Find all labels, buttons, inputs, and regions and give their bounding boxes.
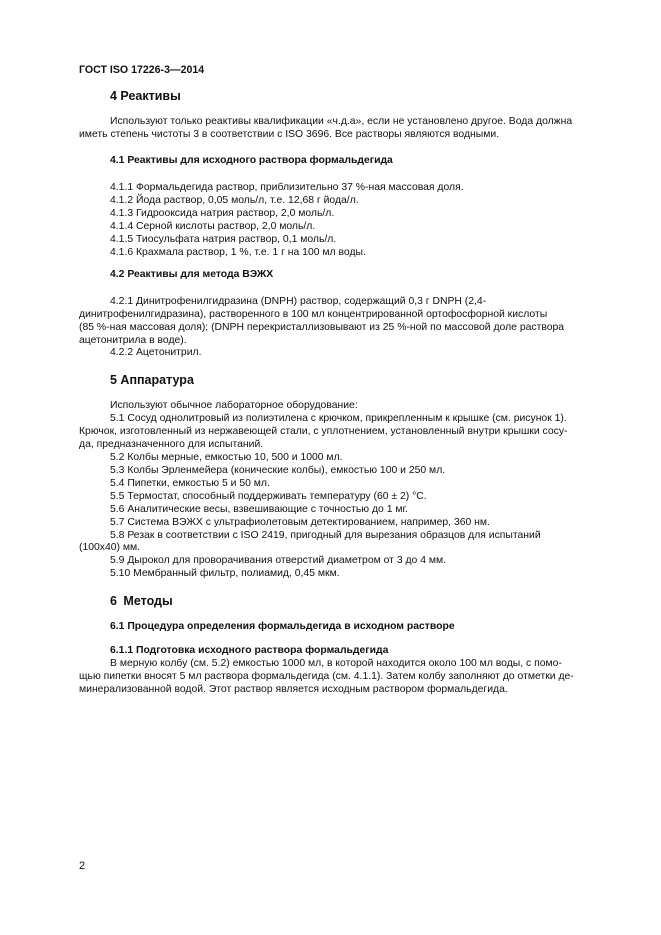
item-4-2-1-line-4: ацетонитрила в воде). (79, 335, 187, 346)
page-number: 2 (79, 860, 86, 872)
section-6-title: 6 Методы (110, 594, 173, 608)
item-4-2-1-line-2: динитрофенилгидразина), растворенного в 100 мл концентрированной ортофосфорной кислоты (79, 309, 548, 320)
section-6-1-1-line-3: минерализованной водой. Этот раствор является исходным раствором формальдегида. (79, 684, 508, 695)
section-5-title: 5 Аппаратура (110, 373, 194, 387)
item-4-1-5: 4.1.5 Тиосульфата натрия раствор, 0,1 моль/л. (110, 234, 337, 245)
item-5-8-line-2: (100x40) мм. (79, 542, 141, 553)
item-5-3: 5.3 Колбы Эрленмейера (конические колбы), емкостью 100 и 250 мл. (110, 465, 446, 476)
item-4-2-1-line-3: (85 %-ная массовая доля); (DNPH перекристаллизовывают из 25 %-ной по массовой доле раствора (79, 322, 565, 333)
item-4-2-1-line-1: 4.2.1 Динитрофенилгидразина (DNPH) раствор, содержащий 0,3 г DNPH (2,4- (110, 296, 487, 307)
item-5-2: 5.2 Колбы мерные, емкостью 10, 500 и 1000 мл. (110, 452, 343, 463)
section-5-intro: Используют обычное лабораторное оборудование: (110, 400, 358, 411)
item-5-1-line-1: 5.1 Сосуд однолитровый из полиэтилена с крючком, прикрепленным к крышке (см. рисунок 1). (110, 413, 567, 424)
section-6-1-title: 6.1 Процедура определения формальдегида в исходном растворе (110, 621, 455, 632)
item-4-2-2: 4.2.2 Ацетонитрил. (110, 347, 202, 358)
item-4-1-4: 4.1.4 Серной кислоты раствор, 2,0 моль/л. (110, 221, 316, 232)
section-6-1-1-line-1: В мерную колбу (см. 5.2) емкостью 1000 мл, в которой находится около 100 мл воды, с помо- (110, 658, 562, 669)
item-4-1-3: 4.1.3 Гидроокcида натрия раствор, 2,0 моль/л. (110, 208, 335, 219)
item-5-10: 5.10 Мембранный фильтр, полиамид, 0,45 мкм. (110, 568, 340, 579)
item-5-4: 5.4 Пипетки, емкостью 5 и 50 мл. (110, 478, 270, 489)
item-5-1-line-3: да, предназначенного для испытаний. (79, 439, 264, 450)
item-4-1-1: 4.1.1 Формальдегида раствор, приблизительно 37 %-ная массовая доля. (110, 182, 464, 193)
section-4-intro-line-2: иметь степень чистоты 3 в соответствии с ISO 3696. Все растворы являются водными. (79, 129, 500, 140)
item-5-8-line-1: 5.8 Резак в соответствии с ISO 2419, пригодный для вырезания образцов для испытаний (110, 530, 541, 541)
item-5-6: 5.6 Аналитические весы, взвешивающие с точностью до 1 мг. (110, 504, 408, 515)
item-4-1-6: 4.1.6 Крахмала раствор, 1 %, т.е. 1 г на 100 мл воды. (110, 247, 366, 258)
item-5-9: 5.9 Дырокол для проворачивания отверстий диаметром от 3 до 4 мм. (110, 555, 447, 566)
section-4-title: 4 Реактивы (110, 89, 181, 103)
section-4-intro-line-1: Используют только реактивы квалификации «ч.д.а», если не установлено другое. Вода должна (110, 116, 573, 127)
section-6-1-1-line-2: щью пипетки вносят 5 мл раствора формальдегида (см. 4.1.1). Затем колбу заполняют до отметки де- (79, 671, 574, 682)
section-4-2-title: 4.2 Реактивы для метода ВЭЖХ (110, 269, 274, 280)
item-4-1-2: 4.1.2 Йода раствор, 0,05 моль/л, т.е. 12,68 г йода/л. (110, 195, 359, 206)
section-4-1-title: 4.1 Реактивы для исходного раствора формальдегида (110, 155, 393, 166)
item-5-5: 5.5 Термостат, способный поддерживать температуру (60 ± 2) °С. (110, 491, 427, 502)
document-header: ГОСТ ISO 17226-3—2014 (79, 64, 205, 76)
item-5-7: 5.7 Система ВЭЖХ с ультрафиолетовым детектированием, например, 360 нм. (110, 517, 490, 528)
item-5-1-line-2: Крючок, изготовленный из нержавеющей стали, с уплотнением, установленный внутри крышки сосу- (79, 426, 568, 437)
section-6-1-1-title: 6.1.1 Подготовка исходного раствора формальдегида (110, 645, 389, 656)
